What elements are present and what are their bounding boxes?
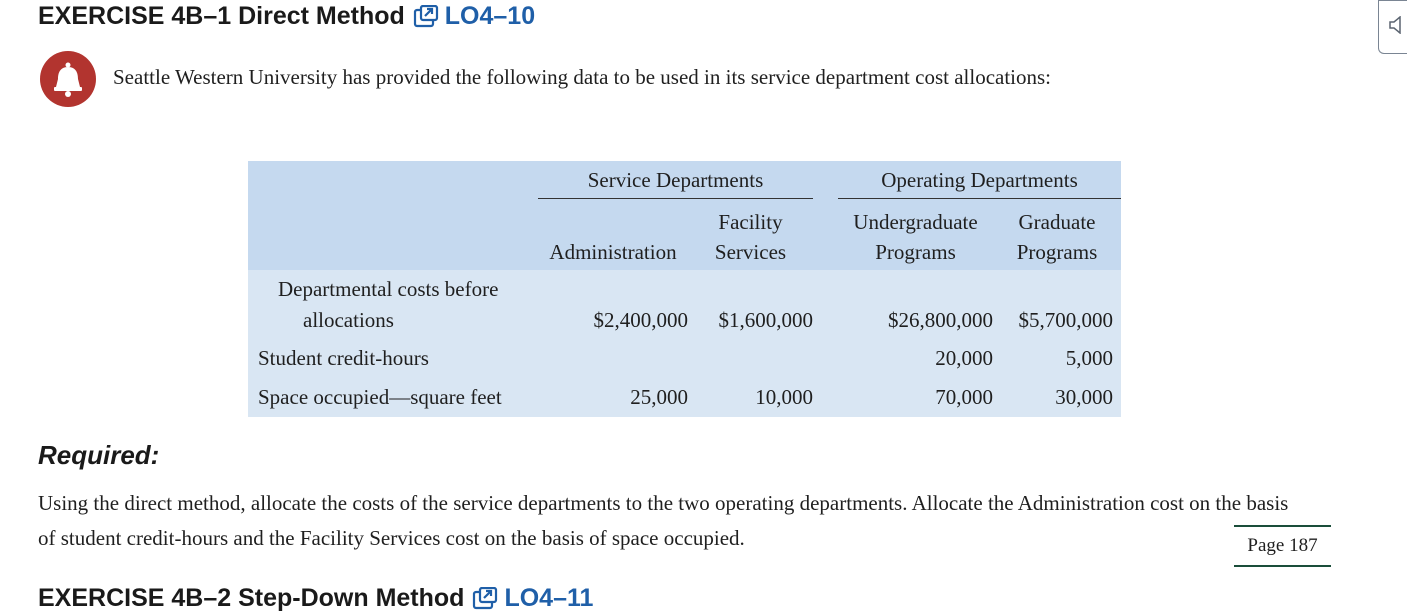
col-facility-top: Facility bbox=[688, 199, 813, 235]
cell-admin-costs: $2,400,000 bbox=[538, 302, 688, 338]
cell-graduate-space: 30,000 bbox=[993, 378, 1121, 417]
bell-icon bbox=[40, 51, 96, 107]
cost-data-table bbox=[248, 161, 1121, 417]
cell-graduate-credit: 5,000 bbox=[993, 338, 1121, 378]
cell-undergrad-credit: 20,000 bbox=[838, 338, 993, 378]
row-label-credit: Student credit-hours bbox=[248, 338, 538, 378]
row-label-space: Space occupied—square feet bbox=[248, 378, 538, 417]
required-heading: Required: bbox=[38, 440, 160, 470]
learning-objective-link[interactable]: LO4–10 bbox=[444, 2, 536, 30]
col-graduate-bottom: Programs bbox=[993, 235, 1121, 270]
required-text: Using the direct method, allocate the costs of the service departments to the two operating departments. Allocate the Administration cost on the basis of student credit-hours and the Facility Services cost on the basis of space occupied. bbox=[38, 491, 1289, 550]
exercise-title: EXERCISE 4B–1 Direct Method bbox=[38, 2, 405, 30]
external-link-icon[interactable] bbox=[472, 587, 498, 611]
column-header-row-1 bbox=[248, 199, 1121, 235]
group-service-header: Service Departments bbox=[538, 161, 813, 199]
page-marker: Page 187 bbox=[1234, 525, 1331, 567]
cell-facility-costs: $1,600,000 bbox=[688, 302, 813, 338]
cell-graduate-costs: $5,700,000 bbox=[993, 302, 1121, 338]
table-row bbox=[248, 378, 1121, 417]
row-label-costs: Departmental costs before bbox=[248, 270, 538, 302]
cell-undergrad-costs: $26,800,000 bbox=[838, 302, 993, 338]
cell-facility-credit bbox=[688, 338, 813, 378]
table-row bbox=[248, 338, 1121, 378]
speaker-icon bbox=[1388, 16, 1404, 39]
col-graduate-top: Graduate bbox=[993, 199, 1121, 235]
cell-facility-space: 10,000 bbox=[688, 378, 813, 417]
group-operating-header: Operating Departments bbox=[838, 161, 1121, 199]
intro-text: Seattle Western University has provided the following data to be used in its service department cost allocations: bbox=[113, 65, 1052, 89]
external-link-icon[interactable] bbox=[413, 5, 439, 29]
exercise-heading bbox=[38, 584, 593, 613]
exercise-heading bbox=[38, 2, 535, 31]
exercise-title: EXERCISE 4B–2 Step-Down Method bbox=[38, 584, 465, 612]
group-header-row bbox=[248, 161, 1121, 199]
cell-admin-space: 25,000 bbox=[538, 378, 688, 417]
speaker-button[interactable] bbox=[1378, 0, 1407, 54]
col-undergrad-top: Undergraduate bbox=[838, 199, 993, 235]
cell-admin-credit bbox=[538, 338, 688, 378]
table-row bbox=[248, 302, 1121, 338]
col-admin: Administration bbox=[538, 235, 688, 270]
learning-objective-link[interactable]: LO4–11 bbox=[504, 584, 594, 612]
cell-undergrad-space: 70,000 bbox=[838, 378, 993, 417]
row-label-costs-cont: allocations bbox=[248, 302, 538, 338]
table-row bbox=[248, 270, 1121, 302]
col-undergrad-bottom: Programs bbox=[838, 235, 993, 270]
col-facility-bottom: Services bbox=[688, 235, 813, 270]
column-header-row-2 bbox=[248, 235, 1121, 270]
